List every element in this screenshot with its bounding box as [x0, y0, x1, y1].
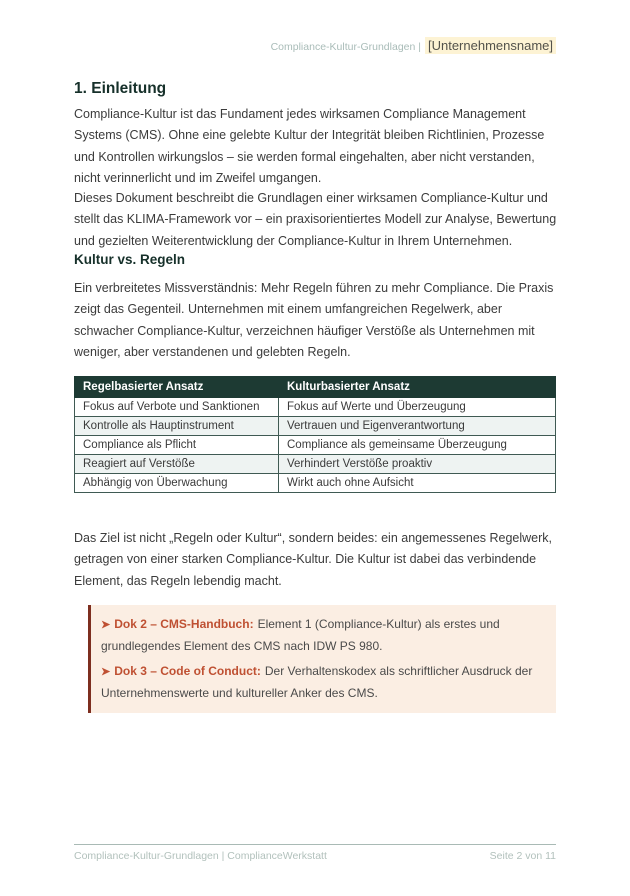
footer-page-number: Seite 2 von 11 [489, 850, 556, 862]
section-heading: 1. Einleitung [74, 80, 167, 97]
header-doc-title: Compliance-Kultur-Grundlagen | [270, 41, 421, 53]
cross-reference-callout [88, 605, 556, 713]
callout-doc-text: Element 1 (Compliance-Kultur) als erstes und grundlegendes Element des CMS nach IDW PS 980. [101, 617, 500, 653]
arrow-icon: ➤ [101, 619, 111, 631]
table-row [75, 398, 556, 417]
table-cell: Compliance als gemeinsame Überzeugung [279, 436, 556, 455]
table-cell: Abhängig von Überwachung [75, 474, 279, 493]
callout-item [101, 661, 544, 703]
table-row [75, 417, 556, 436]
page-footer [74, 850, 556, 862]
company-name-placeholder: [Unternehmensname] [425, 37, 556, 54]
table-row [75, 455, 556, 474]
paragraph-kultur-regeln: Ein verbreitetes Missverständnis: Mehr Regeln führen zu mehr Compliance. Die Praxis zeigt das Gegenteil. Unternehmen mit einem umfangreichen Regelwerk, aber schwacher Compliance-Kultur, verzeichnen häufiger Verstöße als Unternehmen mit weniger, aber verstandenen und gelebten Regeln. [74, 281, 554, 359]
table-cell: Kontrolle als Hauptinstrument [75, 417, 279, 436]
table-header-cell: Regelbasierter Ansatz [75, 377, 279, 398]
table-cell: Verhindert Verstöße proaktiv [279, 455, 556, 474]
arrow-icon: ➤ [101, 666, 111, 678]
comparison-table [74, 376, 556, 493]
table-cell: Fokus auf Verbote und Sanktionen [75, 398, 279, 417]
footer-doc-title: Compliance-Kultur-Grundlagen | ComplianceWerkstatt [74, 850, 327, 862]
table-header-cell: Kulturbasierter Ansatz [279, 377, 556, 398]
subsection-heading: Kultur vs. Regeln [74, 252, 186, 267]
callout-doc-label: Dok 3 – Code of Conduct: [114, 664, 261, 678]
table-row [75, 436, 556, 455]
page-header [74, 38, 556, 53]
table-cell: Wirkt auch ohne Aufsicht [279, 474, 556, 493]
table-cell: Reagiert auf Verstöße [75, 455, 279, 474]
table-row [75, 474, 556, 493]
callout-item [101, 614, 544, 656]
table-cell: Fokus auf Werte und Überzeugung [279, 398, 556, 417]
callout-doc-label: Dok 2 – CMS-Handbuch: [114, 617, 254, 631]
table-cell: Vertrauen und Eigenverantwortung [279, 417, 556, 436]
paragraph-intro-2: Dieses Dokument beschreibt die Grundlagen einer wirksamen Compliance-Kultur und stellt das KLIMA-Framework vor – ein praxisorientiertes Modell zur Analyse, Bewertung und gezielten Weiterentwicklung der Compliance-Kultur in Ihrem Unternehmen. [74, 191, 557, 248]
paragraph-intro-1: Compliance-Kultur ist das Fundament jedes wirksamen Compliance Management Systems (CMS). Ohne eine gelebte Kultur der Integrität bleiben Richtlinien, Prozesse und Kontrollen wirkungslos – sie werden formal eingehalten, aber nicht verstanden, nicht verinnerlicht und im Zweifel umgangen. [74, 107, 545, 185]
table-cell: Compliance als Pflicht [75, 436, 279, 455]
table-header-row [75, 377, 556, 398]
callout-doc-text: Der Verhaltenskodex als schriftlicher Ausdruck der Unternehmenswerte und kultureller Anker des CMS. [101, 664, 533, 700]
footer-divider [74, 844, 556, 845]
paragraph-ziel: Das Ziel ist nicht „Regeln oder Kultur“, sondern beides: ein angemessenes Regelwerk, getragen von einer starken Compliance-Kultur. Die Kultur ist dabei das verbindende Element, das Regeln lebendig macht. [74, 531, 553, 588]
